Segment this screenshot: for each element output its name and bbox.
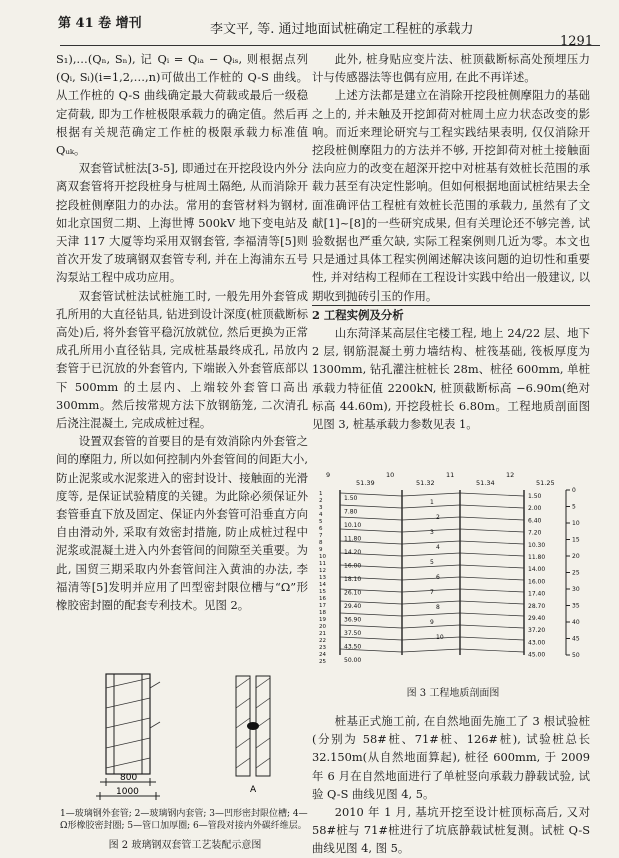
dimension-1000: 1000 — [116, 787, 139, 797]
left-depth-label: 37.50 — [344, 630, 362, 637]
right-column-lower — [312, 712, 590, 858]
right-depth-label: 6.40 — [528, 517, 542, 525]
borehole-top-label: 11 — [446, 471, 455, 479]
scale-tick-label: 35 — [572, 602, 580, 610]
right-paragraph-3: 山东菏泽某高层住宅楼工程, 地上 24/22 层、地下 2 层, 钢筋混凝土剪力墙结构、桩筏基础, 筏板厚度为 1300mm, 钻孔灌注桩桩长 28m、桩径 600mm, 单桩承载力特征值 2200kN, 桩顶截断标高 −6.90m(绝对标高 44.60m), 开挖段桩长 6.80m。工程地质剖面图见图 3, 桩基承载力参数见表 1。 — [312, 326, 590, 432]
scale-tick-label: 40 — [572, 619, 580, 626]
left-depth-label: 26.10 — [344, 589, 362, 597]
borehole-top-label: 12 — [506, 471, 515, 479]
layer-tag: 7 — [430, 589, 434, 596]
layer-number: 7 — [319, 533, 323, 539]
left-paragraph-4: 设置双套管的首要目的是有效消除内外套管之间的摩阻力, 所以如何控制内外套管间的间距大小, 防止泥浆或水泥浆进入的密封设计、接触面的光滑度等, 是保证试验精度的关键。为此除必须保证外套管垂直下放及固定、保证内外套管可沿垂直方向自由滑动外, 采取有效密封措施, 防止成桩过程中泥浆或混凝土进入内外套管间的间隙至关重要。为此, 国贸三期采取内外套管间注入黄油的办法, 李福清等[5]发明并应用了凹型密封限位槽与“Ω”形橡胶密封圈的配套专利技术。见图 2。 — [56, 434, 308, 613]
left-depth-label: 43.50 — [344, 643, 362, 651]
scale-tick-label: 25 — [572, 569, 580, 577]
layer-boundary — [340, 541, 524, 544]
layer-tag: 4 — [436, 544, 440, 551]
layer-number: 21 — [319, 631, 326, 637]
layer-number: 17 — [319, 603, 326, 609]
detail-label-a: A — [250, 785, 257, 795]
layer-number: 15 — [319, 589, 326, 595]
casing-elevation — [96, 674, 160, 800]
right-depth-label: 37.20 — [528, 627, 546, 635]
figure-2-caption: 图 2 玻璃钢双套管工艺装配示意图 — [108, 840, 262, 851]
layer-number: 16 — [319, 596, 326, 602]
layer-boundary — [340, 601, 524, 604]
scale-tick-label: 50 — [572, 652, 580, 659]
right-depth-label: 14.00 — [528, 566, 546, 574]
left-depth-label: 29.40 — [344, 603, 362, 610]
left-paragraph-2: 双套管试桩法[3-5], 即通过在开挖段设内外分离双套管将开挖段桩身与桩周土隔绝, 从而消除开挖段桩侧摩阻力的办法。常用的套管材料为钢材, 如北京国贸二期、上海世博 500kV 地下变电站及天津 117 大厦等均采用双钢套管, 李福清等[5]则首次开发了玻璃钢双套管专利, 并在上海浦东五号沟泵站工程中成功应用。 — [56, 161, 308, 285]
layer-boundary — [340, 517, 524, 520]
figure-3-caption: 图 3 工程地质剖面图 — [406, 688, 500, 699]
scale-tick-label: 0 — [572, 487, 576, 494]
left-depth-label: 7.80 — [344, 508, 358, 516]
layer-boundary — [340, 553, 524, 556]
left-depth-label: 11.80 — [344, 535, 362, 543]
borehole-top-label: 51.39 — [356, 479, 375, 487]
layer-tag: 8 — [436, 604, 440, 611]
page-number: 1291 — [560, 34, 594, 49]
right-paragraph-1: 此外, 桩身贴应变片法、桩顶截断标高处预埋压力计与传感器法等也偶有应用, 在此不再详述。 — [312, 52, 590, 85]
layer-tag: 3 — [430, 529, 434, 536]
right-paragraph-2: 上述方法都是建立在消除开挖段桩侧摩阻力的基础之上的, 并未触及开挖卸荷对桩周土应力状态改变的影响。而近来理论研究与工程实践结果表明, 仅仅消除开挖段桩侧摩阻力的方法并不够, 开挖卸荷对桩土接触面法向应力的改变在超深开挖中对桩基有效桩长范围的承载力甚至有决定性影响。但如何根据地面试桩结果去全面准确评估工程桩有效桩长范围的承载力, 虽然有了文献[1]~[8]的一些研究成果, 但有关理论还不够完善, 试验数据也严重欠缺, 实际工程案例则几近为零。本文也只是通过具体工程实例阐述解决该问题的迫切性和重要性, 并对结构工程师在工程设计实践中给出一般建议, 以期收到抛砖引玉的作用。 — [312, 86, 590, 305]
scale-tick-label: 15 — [572, 536, 580, 544]
layer-boundary — [340, 637, 524, 640]
figure-3 — [318, 470, 588, 700]
left-paragraph-1: S₁),…(Qₙ, Sₙ), 记 Qᵢ = Qᵢₐ − Qᵢₛ, 则根据点列(Qᵢ, Sᵢ)(i=1,2,…,n)可做出工作桩的 Q-S 曲线。从工作桩的 Q-S 曲线确定最大荷载或最后一级稳定荷载, 即为工作桩极限承载力的确定值。然后再根据有关规范确定工作桩的极限承载力标准值 Qᵤₖ。 — [56, 52, 308, 158]
left-depth-label: 1.50 — [344, 495, 358, 502]
borehole-top-label: 51.25 — [536, 479, 555, 487]
scale-tick-label: 30 — [572, 586, 580, 593]
right-depth-label: 7.20 — [528, 529, 542, 537]
page-header — [0, 0, 619, 49]
left-paragraph-3: 双套管试桩法试桩施工时, 一般先用外套管成孔所用的大直径钻具, 钻进到设计深度(桩顶截断标高处)后, 将外套管平稳沉放就位, 然后更换为正常成孔所用小直径钻具, 完成桩基最终成孔, 吊放内套管于已沉放的外套管内, 下端嵌入外套管底部以下 500mm 的土层内、上端较外套管口高出 300mm。然后按常规方法下放钢筋笼, 二次清孔后浇注混凝土, 完成成桩过程。 — [56, 288, 308, 431]
layer-number: 9 — [319, 547, 323, 553]
right-paragraph-4: 桩基正式施工前, 在自然地面先施工了 3 根试验桩(分别为 58#桩、71#桩、126#桩), 试验桩总长 32.150m(从自然地面算起), 桩径 600mm, 于 2009 年 6 月在自然地面进行了单桩竖向承载力静载试验, 试验 Q-S 曲线见图 4, 5。 — [312, 714, 590, 801]
layer-boundary — [340, 493, 524, 496]
layer-tag: 9 — [430, 619, 434, 626]
layer-number: 19 — [319, 617, 326, 623]
layer-number: 24 — [319, 652, 326, 658]
left-depth-label: 14.20 — [344, 549, 362, 556]
geological-section — [318, 470, 588, 680]
omega-seal-ring — [247, 722, 259, 730]
figure-2-legend: 1—玻璃钢外套管; 2—玻璃钢内套管; 3—凹形密封限位槽; 4—Ω形橡胶密封圈; 5—管口加厚圈; 6—管段对接内外碳纤维层。 — [60, 809, 308, 831]
journal-volume: 第 41 卷 增刊 — [58, 16, 142, 31]
dimension-800: 800 — [120, 773, 138, 783]
borehole-top-label: 51.32 — [416, 479, 435, 487]
right-depth-label: 10.30 — [528, 541, 546, 549]
layer-boundary — [340, 649, 524, 652]
borehole-top-label: 10 — [386, 471, 395, 479]
layer-number: 20 — [319, 624, 326, 630]
right-depth-label: 11.80 — [528, 554, 546, 561]
layer-number: 3 — [319, 505, 323, 511]
layer-number: 1 — [319, 491, 323, 497]
layer-boundary — [340, 613, 524, 616]
layer-number: 14 — [319, 582, 326, 588]
left-depth-label: 18.10 — [344, 576, 362, 583]
section-heading: 2 工程实例及分析 — [312, 307, 404, 322]
right-depth-label: 1.50 — [528, 493, 542, 500]
layer-tag: 1 — [430, 499, 434, 506]
layer-number: 18 — [319, 610, 326, 616]
layer-number: 6 — [319, 526, 323, 532]
figure-2 — [60, 668, 310, 852]
right-depth-label: 29.40 — [528, 615, 546, 622]
layer-number: 23 — [319, 645, 326, 651]
left-depth-label: 16.00 — [344, 562, 362, 570]
layer-number: 22 — [319, 638, 326, 644]
layer-tag: 10 — [436, 634, 444, 641]
left-depth-label: 36.90 — [344, 616, 362, 624]
right-depth-label: 43.00 — [528, 639, 546, 647]
left-column — [56, 50, 308, 614]
right-column — [312, 50, 590, 433]
layer-number: 11 — [319, 561, 326, 567]
layer-number: 12 — [319, 568, 326, 574]
borehole-top-label: 51.34 — [476, 479, 495, 487]
right-paragraph-5: 2010 年 1 月, 基坑开挖至设计桩顶标高后, 又对 58#桩与 71#桩进行了坑底静载试桩复测。试桩 Q-S 曲线见图 4, 图 5。 — [312, 805, 590, 856]
layer-boundary — [340, 577, 524, 580]
left-depth-label: 10.10 — [344, 522, 362, 529]
layer-number: 10 — [319, 554, 326, 560]
running-title: 李文平, 等. 通过地面试桩确定工程桩的承载力 — [210, 22, 474, 37]
layer-tag: 2 — [436, 514, 440, 521]
layer-tag: 5 — [430, 559, 434, 566]
layer-number: 13 — [319, 575, 326, 581]
layer-number: 25 — [319, 659, 326, 665]
borehole-top-label: 9 — [326, 471, 331, 479]
header-rule — [60, 45, 600, 46]
right-depth-label: 16.00 — [528, 578, 546, 586]
scale-tick-label: 45 — [572, 635, 580, 643]
seal-detail-a — [236, 676, 270, 795]
right-depth-label: 28.70 — [528, 602, 546, 610]
layer-number: 5 — [319, 519, 323, 525]
left-depth-label: 50.00 — [344, 657, 362, 664]
double-casing-drawing — [60, 668, 310, 804]
layer-number: 4 — [319, 512, 323, 518]
layer-number: 2 — [319, 498, 323, 504]
scale-tick-label: 5 — [572, 503, 576, 511]
layer-tag: 6 — [436, 574, 440, 581]
right-depth-label: 17.40 — [528, 590, 546, 598]
scale-tick-label: 20 — [572, 553, 580, 560]
right-depth-label: 45.00 — [528, 651, 546, 659]
scale-tick-label: 10 — [572, 520, 580, 527]
right-depth-label: 2.00 — [528, 505, 542, 513]
layer-number: 8 — [319, 540, 323, 546]
